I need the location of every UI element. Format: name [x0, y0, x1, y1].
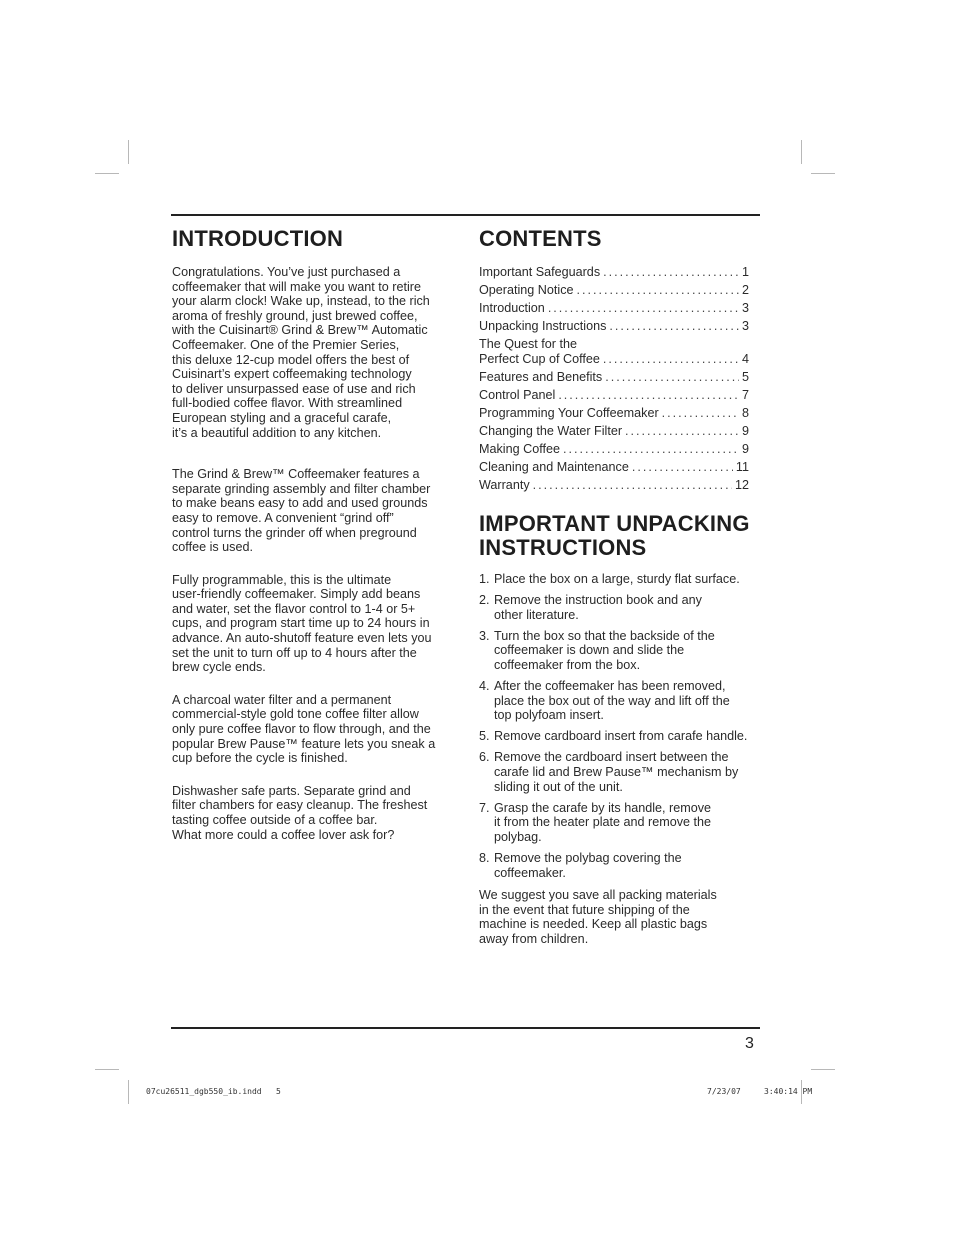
toc-leader-dots: [563, 442, 739, 457]
crop-mark: [811, 1069, 835, 1070]
step-number: 8.: [479, 851, 490, 865]
toc-item-title: Control Panel: [479, 387, 556, 402]
toc-item-page: 3: [741, 319, 749, 333]
right-column: [479, 227, 764, 947]
toc-item: [479, 283, 749, 298]
toc-item-title: Cleaning and Maintenance: [479, 459, 629, 474]
unpacking-steps: [479, 572, 764, 880]
toc-item: [479, 478, 749, 493]
slug-file: 07cu26511_dgb550_ib.indd 5: [146, 1087, 281, 1096]
intro-paragraph-5: Dishwasher safe parts. Separate grind and filter chambers for easy cleanup. The freshest tasting coffee outside of a coffee bar. What more could a coffee lover ask for?: [172, 783, 428, 842]
toc-leader-dots: [662, 406, 739, 421]
unpacking-step: [479, 801, 764, 845]
unpacking-step: [479, 629, 764, 673]
toc-item-title: Unpacking Instructions: [479, 319, 607, 333]
toc-row: [479, 424, 749, 439]
step-number: 4.: [479, 679, 490, 694]
toc-row: [479, 301, 749, 316]
toc-leader-dots: [577, 283, 739, 298]
toc-item-page: 9: [741, 441, 749, 456]
toc-item: [479, 370, 749, 385]
toc-item-page: 12: [734, 477, 749, 492]
step-text: Place the box on a large, sturdy flat surface.: [494, 572, 740, 586]
toc-item: [479, 265, 749, 280]
contents-heading: CONTENTS: [479, 226, 602, 251]
step-number: 2.: [479, 593, 490, 608]
toc-row: [479, 388, 749, 403]
crop-mark: [811, 173, 835, 174]
unpacking-step: [479, 572, 764, 587]
step-text: Remove the instruction book and any other literature.: [494, 593, 702, 622]
toc-item-title: Programming Your Coffeemaker: [479, 405, 659, 420]
toc-item-page: 2: [741, 283, 749, 297]
intro-paragraph-2: The Grind & Brew™ Coffeemaker features a separate grinding assembly and filter chamber to make beans easy to add and used grounds easy to remove. A convenient “grind off” control turns the grinder off when preground coffee is used.: [172, 467, 431, 555]
step-text: Grasp the carafe by its handle, remove it from the heater plate and remove the polybag.: [494, 800, 712, 844]
toc-item: [479, 388, 749, 403]
toc-leader-dots: [533, 478, 732, 493]
toc-row: [479, 370, 749, 385]
slug-date: 7/23/07: [707, 1087, 741, 1096]
crop-mark: [95, 173, 119, 174]
step-text: Remove the cardboard insert between the carafe lid and Brew Pause™ mechanism by sliding it out of the unit.: [494, 750, 739, 794]
toc-row: [479, 460, 749, 475]
intro-paragraph-1: Congratulations. You’ve just purchased a coffeemaker that will make you want to retire your alarm clock! Wake up, instead, to the rich aroma of freshly ground, just brewed coffee, with the Cuisinart® Grind & Brew™ Automatic Coffeemaker. One of the Premier Series, this deluxe 12-cup model offers the best of Cuisinart’s expert coffeemaking technology to deliver unsurpassed ease of use and rich full-bodied coffee flavor. With streamlined European styling and a graceful carafe, it’s a beautiful addition to any kitchen.: [172, 265, 430, 440]
crop-mark: [128, 1080, 129, 1104]
unpacking-step: [479, 750, 764, 794]
table-of-contents: [479, 265, 764, 512]
crop-mark: [95, 1069, 119, 1070]
step-text: After the coffeemaker has been removed, place the box out of the way and lift off the top polyfoam insert.: [494, 679, 730, 723]
toc-row: [479, 319, 749, 334]
toc-row: [479, 352, 749, 367]
toc-leader-dots: [625, 424, 739, 439]
bottom-rule: [171, 1027, 760, 1029]
toc-item: [479, 460, 749, 475]
toc-item-title: Operating Notice: [479, 283, 574, 297]
toc-item: [479, 319, 749, 334]
toc-item: [479, 406, 749, 421]
toc-row: [479, 283, 749, 298]
top-rule: [171, 214, 760, 216]
toc-leader-dots: [605, 370, 739, 385]
toc-leader-dots: [603, 352, 739, 367]
unpacking-step: [479, 679, 764, 723]
toc-row: [479, 265, 749, 280]
toc-row: [479, 442, 749, 457]
unpacking-step: [479, 851, 764, 880]
step-number: 6.: [479, 750, 490, 765]
toc-item-title: Important Safeguards: [479, 265, 601, 279]
toc-leader-dots: [632, 460, 733, 475]
toc-list: [479, 265, 749, 492]
unpacking-step: [479, 593, 764, 622]
introduction-heading: INTRODUCTION: [172, 226, 344, 251]
toc-item-title: Perfect Cup of Coffee: [479, 351, 600, 366]
toc-item-title: Features and Benefits: [479, 369, 603, 384]
step-number: 1.: [479, 572, 490, 586]
step-text: Turn the box so that the backside of the coffeemaker is down and slide the coffeemaker from the box.: [494, 628, 715, 672]
toc-row: [479, 406, 749, 421]
step-number: 5.: [479, 729, 490, 744]
toc-item-page: 1: [741, 265, 749, 279]
unpacking-step: [479, 729, 764, 744]
toc-item-page: 3: [741, 301, 749, 315]
toc-item-page: 4: [741, 351, 749, 366]
slug-time: 3:40:14 PM: [764, 1087, 813, 1096]
unpacking-heading: IMPORTANT UNPACKING INSTRUCTIONS: [479, 511, 750, 560]
toc-item-title: Warranty: [479, 477, 530, 492]
toc-item-page: 8: [741, 405, 749, 420]
toc-item-page: 9: [741, 423, 749, 438]
toc-item: [479, 337, 749, 366]
toc-item-title: Changing the Water Filter: [479, 423, 623, 438]
toc-item: [479, 442, 749, 457]
step-number: 3.: [479, 628, 490, 643]
step-number: 7.: [479, 800, 490, 815]
intro-paragraph-3: Fully programmable, this is the ultimate user-friendly coffeemaker. Simply add beans and water, set the flavor control to 1-4 or 5+ cups, and program start time up to 24 hours in advance. An auto-shutoff feature even lets you set the unit to turn off up to 4 hours after the brew cycle ends.: [172, 572, 432, 675]
toc-item: [479, 301, 749, 316]
toc-leader-dots: [548, 301, 739, 316]
step-text: Remove cardboard insert from carafe handle.: [494, 729, 748, 744]
toc-item-title: The Quest for the: [479, 337, 578, 351]
step-text: Remove the polybag covering the coffeemaker.: [494, 851, 682, 880]
unpacking-closing: We suggest you save all packing materials in the event that future shipping of the machine is needed. Keep all plastic bags away from children.: [479, 888, 717, 946]
toc-item-page: 7: [741, 387, 749, 402]
toc-leader-dots: [603, 265, 739, 280]
toc-item-page: 5: [741, 369, 749, 384]
toc-item-title: Making Coffee: [479, 441, 560, 456]
toc-leader-dots: [609, 319, 739, 334]
crop-mark: [128, 140, 129, 164]
toc-row: [479, 478, 749, 493]
introduction-section: [172, 227, 457, 842]
crop-mark: [801, 140, 802, 164]
toc-item-title: Introduction: [479, 301, 545, 315]
toc-item: [479, 424, 749, 439]
toc-leader-dots: [558, 388, 739, 403]
intro-paragraph-4: A charcoal water filter and a permanent commercial-style gold tone coffee filter allow only pure coffee flavor to flow through, and the popular Brew Pause™ feature lets you sneak a cup before the cycle is finished.: [172, 692, 436, 766]
page-number: 3: [745, 1035, 754, 1052]
toc-item-page: 11: [735, 459, 749, 474]
